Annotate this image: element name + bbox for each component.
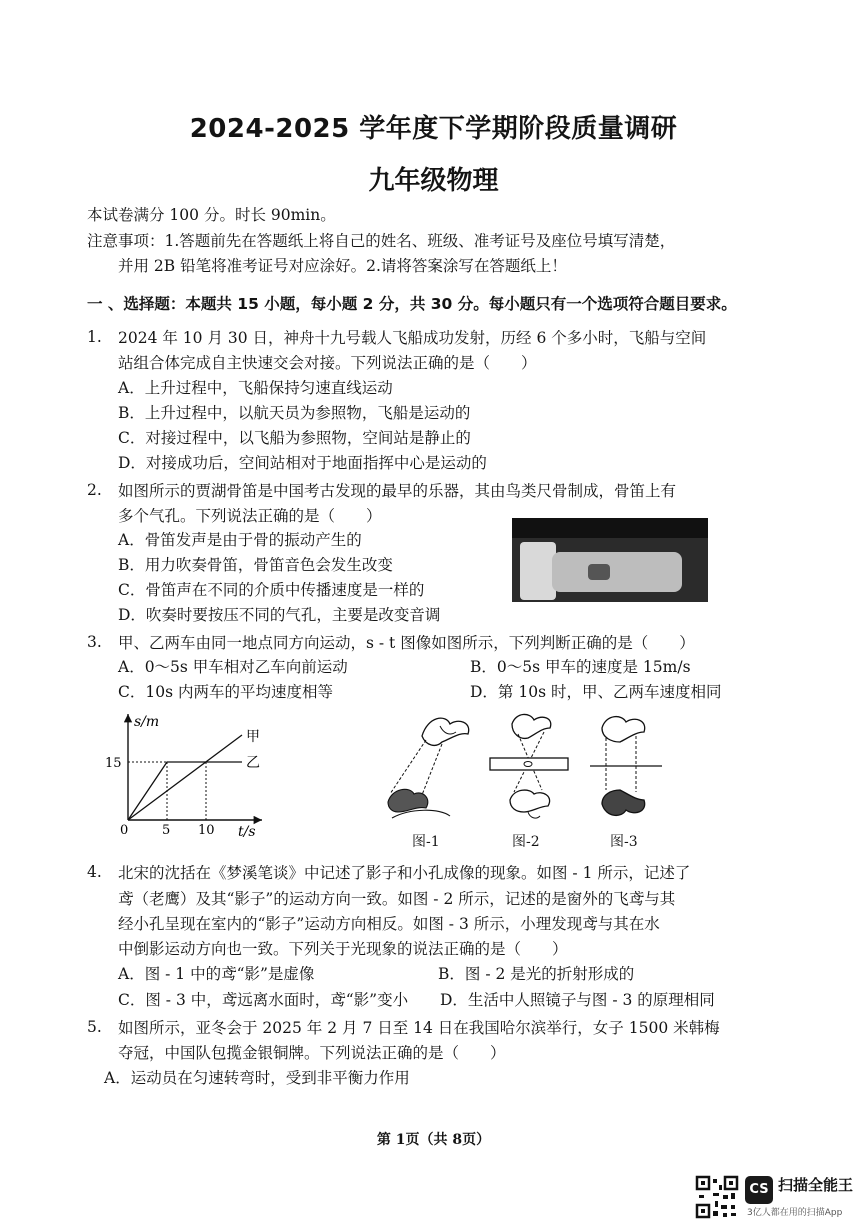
scanner-logo: CS [745,1176,773,1204]
option-c: C．10s 内两车的平均速度相等 [118,683,333,701]
option-d: D．吹奏时要按压不同的气孔，主要是改变音调 [118,606,441,624]
figure-3-illustration [588,708,664,826]
qr-code-icon [695,1175,739,1219]
inverted-image-icon [510,790,550,812]
label-yi: 乙 [246,755,260,771]
reflection-icon [602,790,645,815]
question-text: 中倒影运动方向也一致。下列关于光现象的说法正确的是（ ） [118,940,568,958]
question-text: 鸢（老鹰）及其“影子”的运动方向一致。如图 - 2 所示，记述的是窗外的飞鸢与其 [118,890,676,908]
question-number: 3. [87,633,102,651]
option-d: D．生活中人照镜子与图 - 3 的原理相同 [440,991,715,1009]
x-axis-label: t/s [238,824,256,840]
question-text: 站组合体完成自主快速交会对接。下列说法正确的是（ ） [118,354,537,372]
section-heading: 一 、选择题：本题共 15 小题，每小题 2 分，共 30 分。每小题只有一个选项符合题目要求。 [87,295,737,313]
figure-1-caption: 图-1 [412,834,440,850]
option-c: C．图 - 3 中，鸢远离水面时，鸢“影”变小 [118,991,409,1009]
kite-bird-icon [602,717,645,742]
option-b: B．0～5s 甲车的速度是 15m/s [470,658,691,676]
tick-x-10: 10 [198,823,215,838]
option-b: B．图 - 2 是光的折射形成的 [438,965,635,983]
option-a: A．0～5s 甲车相对乙车向前运动 [118,658,348,676]
line-jia [128,735,242,820]
scanner-slogan: 3亿人都在用的扫描App [747,1208,843,1218]
page-footer: 第 1页（共 8页） [376,1132,491,1148]
option-a: A．图 - 1 中的鸢“影”是虚像 [118,965,315,983]
option-c: C．骨笛声在不同的介质中传播速度是一样的 [118,581,425,599]
origin-label: 0 [120,823,129,838]
figure-2-caption: 图-2 [512,834,540,850]
kite-shadow-icon [388,789,428,812]
kite-bird-icon [422,718,469,745]
y-axis-label: s/m [134,714,160,730]
exam-title: 2024-2025 学年度下学期阶段质量调研 [189,114,678,144]
figure-3-caption: 图-3 [610,834,638,850]
notice-line-1: 注意事项：1.答题前先在答题纸上将自己的姓名、班级、准考证号及座位号填写清楚， [87,232,676,250]
question-text: 经小孔呈现在室内的“影子”运动方向相反。如图 - 3 所示，小理发现鸢与其在水 [118,915,660,933]
question-number: 4. [87,863,102,881]
question-text: 多个气孔。下列说法正确的是（ ） [118,507,382,525]
question-text: 如图所示，亚冬会于 2025 年 2 月 7 日至 14 日在我国哈尔滨举行，女子 1500 米韩梅 [118,1019,720,1037]
option-d: D．第 10s 时，甲、乙两车速度相同 [470,683,722,701]
question-text: 甲、乙两车由同一地点同方向运动，s - t 图像如图所示，下列判断正确的是（ ） [118,634,695,652]
figure-1-illustration [380,708,480,826]
option-a: A．运动员在匀速转弯时，受到非平衡力作用 [104,1069,410,1087]
option-a: A．上升过程中，飞船保持匀速直线运动 [118,379,393,397]
option-c: C．对接过程中，以飞船为参照物，空间站是静止的 [118,429,471,447]
question-text: 北宋的沈括在《梦溪笔谈》中记述了影子和小孔成像的现象。如图 - 1 所示，记述了 [118,864,691,882]
option-b: B．用力吹奏骨笛，骨笛音色会发生改变 [118,556,393,574]
notice-line-2: 并用 2B 铅笔将准考证号对应涂好。2.请将答案涂写在答题纸上！ [118,257,567,275]
question-text: 夺冠，中国队包揽金银铜牌。下列说法正确的是（ ） [118,1044,506,1062]
option-b: B．上升过程中，以航天员为参照物，飞船是运动的 [118,404,471,422]
scanner-brand: 扫描全能王 [778,1176,854,1194]
tick-x-5: 5 [162,823,171,838]
line-yi [128,762,242,820]
label-jia: 甲 [246,729,260,745]
question-text: 如图所示的贾湖骨笛是中国考古发现的最早的乐器，其由鸟类尺骨制成，骨笛上有 [118,482,677,500]
question-number: 2. [87,481,102,499]
tick-y-15: 15 [105,756,122,771]
exam-subtitle: 九年级物理 [368,166,499,196]
option-a: A．骨笛发声是由于骨的振动产生的 [118,531,362,549]
bone-flute-photo [512,518,708,602]
full-score-note: 本试卷满分 100 分。时长 90min。 [87,206,336,224]
question-text: 2024 年 10 月 30 日，神舟十九号载人飞船成功发射，历经 6 个多小时，飞船与空间 [118,329,707,347]
question-number: 1. [87,328,102,346]
st-graph [100,708,280,843]
figure-2-illustration [484,708,580,826]
option-d: D．对接成功后，空间站相对于地面指挥中心是运动的 [118,454,487,472]
question-number: 5. [87,1018,102,1036]
